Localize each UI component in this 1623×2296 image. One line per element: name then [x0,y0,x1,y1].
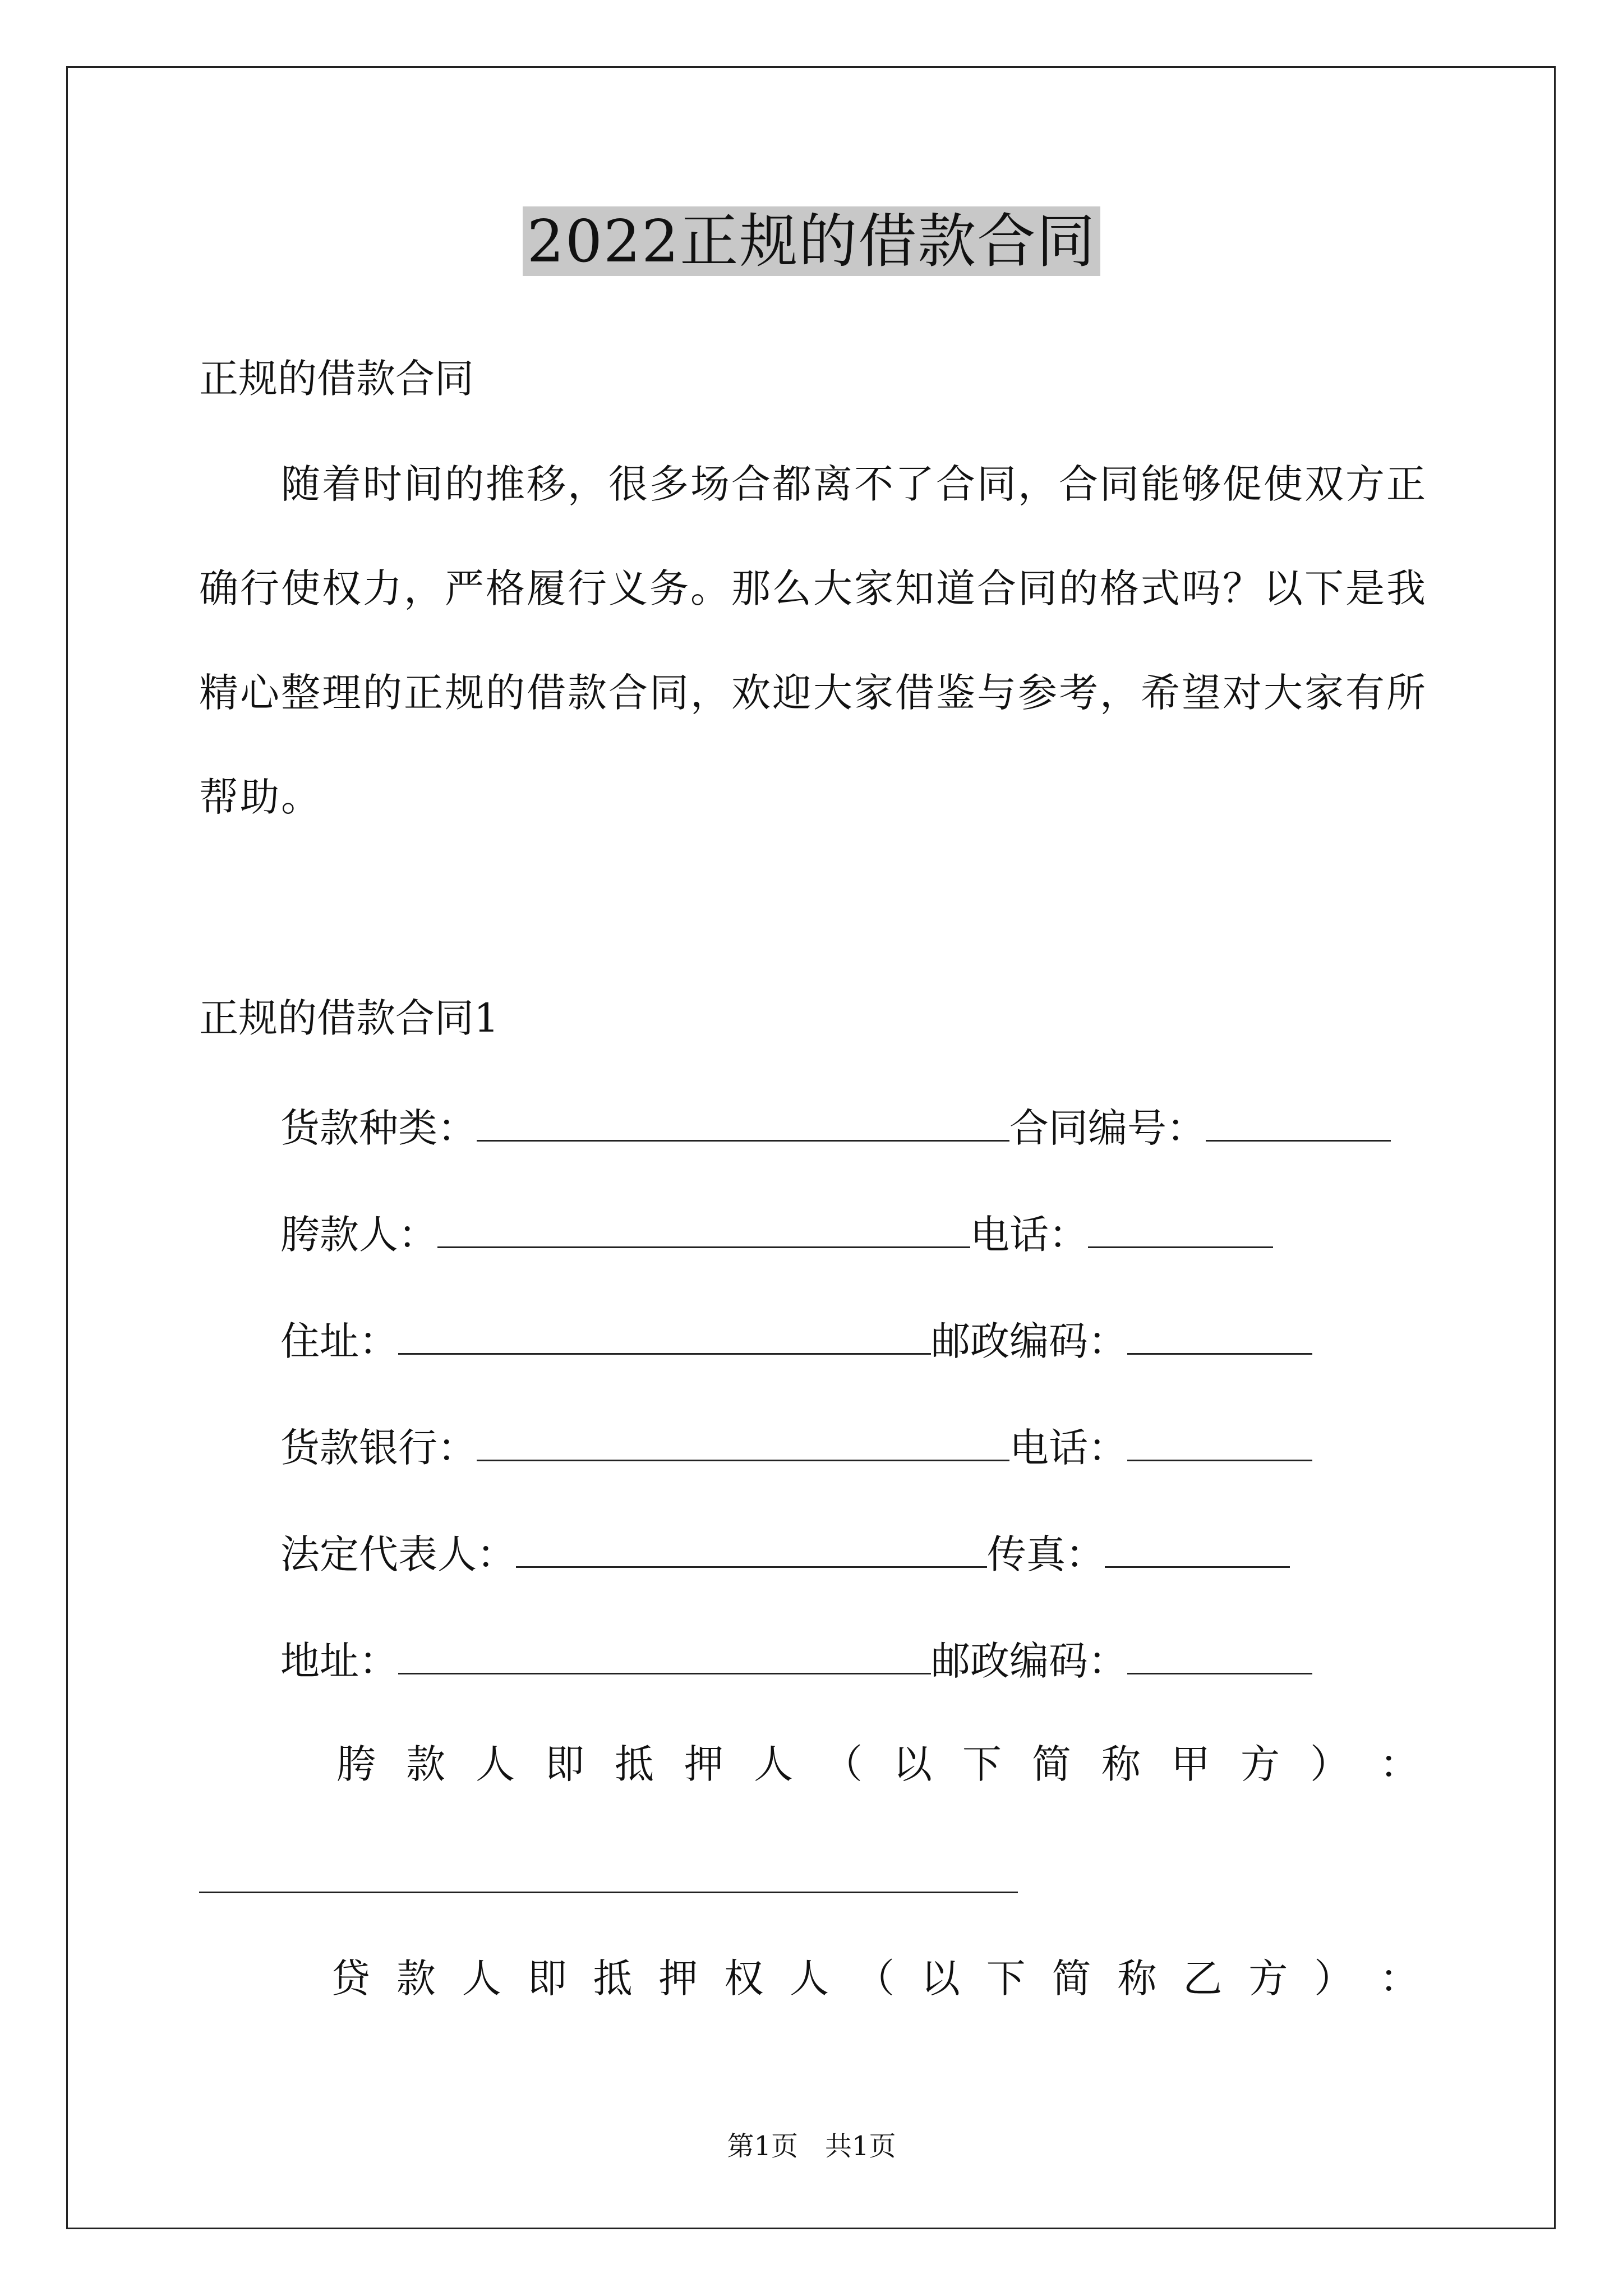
field-row-address2 [280,1636,1312,1686]
party-a-char: 胯 [336,1741,376,1787]
address1-label: 住址： [280,1318,398,1364]
party-a-char: ： [1380,1741,1419,1787]
party-a-char: 款 [406,1741,445,1787]
field-row-loan-type [280,1103,1391,1153]
field-row-borrower [280,1209,1273,1260]
bank-blank[interactable] [477,1425,1009,1461]
party-b-char: 贷 [331,1955,370,2001]
party-b-char: 方 [1248,1955,1288,2001]
postcode1-label: 邮政编码： [931,1318,1127,1364]
party-a-char: 甲 [1171,1741,1210,1787]
phone2-label: 电话： [1009,1425,1127,1471]
party-b-char: 人 [462,1955,501,2001]
page-footer: 第1页 共1页 [727,2131,896,2162]
party-a-char: 方 [1241,1741,1280,1787]
fax-label: 传真： [987,1531,1105,1577]
phone1-label: 电话： [970,1212,1088,1258]
loan-type-blank[interactable] [477,1105,1009,1142]
party-a-char: ） [1310,1741,1349,1787]
contract-no-label: 合同编号： [1009,1105,1206,1151]
party-b-char: 称 [1117,1955,1157,2001]
field-row-address1 [280,1316,1312,1366]
party-b-char: 款 [396,1955,436,2001]
address1-blank[interactable] [398,1318,931,1355]
intro-paragraph: 随着时间的推移，很多场合都离不了合同，合同能够促使双方正确行使权力，严格履行义务。那么大家知道合同的格式吗？以下是我精心整理的正规的借款合同，欢迎大家借鉴与参考，希望对大家有所帮助。 [199,461,1427,820]
contract-heading: 正规的借款合同1 [199,995,499,1041]
party-b-char: ： [1380,1955,1419,2001]
contract-no-blank[interactable] [1206,1105,1391,1142]
fax-blank[interactable] [1105,1531,1290,1568]
address2-blank[interactable] [398,1638,931,1674]
address2-label: 地址： [280,1638,398,1684]
party-b-char: 人 [790,1955,829,2001]
party-b-line [331,1953,1419,2004]
party-a-char: 下 [962,1741,1002,1787]
party-a-char: 以 [893,1741,932,1787]
postcode2-blank[interactable] [1127,1638,1312,1674]
legal-rep-label: 法定代表人： [280,1531,516,1577]
bank-label: 货款银行： [280,1425,477,1471]
party-a-blank[interactable] [199,1892,1018,1893]
title-container [0,206,1623,276]
postcode1-blank[interactable] [1127,1318,1312,1355]
phone1-blank[interactable] [1088,1212,1273,1248]
party-a-char: 人 [476,1741,515,1787]
party-a-char: 简 [1032,1741,1071,1787]
field-row-bank [280,1423,1312,1473]
party-b-char: 下 [986,1955,1026,2001]
party-b-char: 权 [724,1955,764,2001]
party-a-char: 即 [545,1741,584,1787]
party-a-char: 称 [1101,1741,1141,1787]
party-b-char: ） [1314,1955,1354,2001]
section-heading: 正规的借款合同 [199,356,474,402]
party-a-char: 人 [754,1741,793,1787]
party-b-char: 抵 [593,1955,633,2001]
document-title: 2022正规的借款合同 [523,206,1101,276]
party-a-char: 抵 [615,1741,654,1787]
field-row-legal-rep [280,1529,1290,1580]
phone2-blank[interactable] [1127,1425,1312,1461]
legal-rep-blank[interactable] [516,1531,987,1568]
party-a-char: （ [823,1741,863,1787]
party-a-line [336,1739,1419,1789]
borrower-blank[interactable] [437,1212,970,1248]
party-b-char: 即 [527,1955,567,2001]
party-b-char: 以 [920,1955,960,2001]
party-b-char: 押 [658,1955,698,2001]
borrower-label: 胯款人： [280,1212,437,1258]
loan-type-label: 货款种类： [280,1105,477,1151]
party-b-char: 简 [1052,1955,1091,2001]
party-b-char: （ [855,1955,895,2001]
party-a-char: 押 [684,1741,723,1787]
postcode2-label: 邮政编码： [931,1638,1127,1684]
party-b-char: 乙 [1183,1955,1223,2001]
